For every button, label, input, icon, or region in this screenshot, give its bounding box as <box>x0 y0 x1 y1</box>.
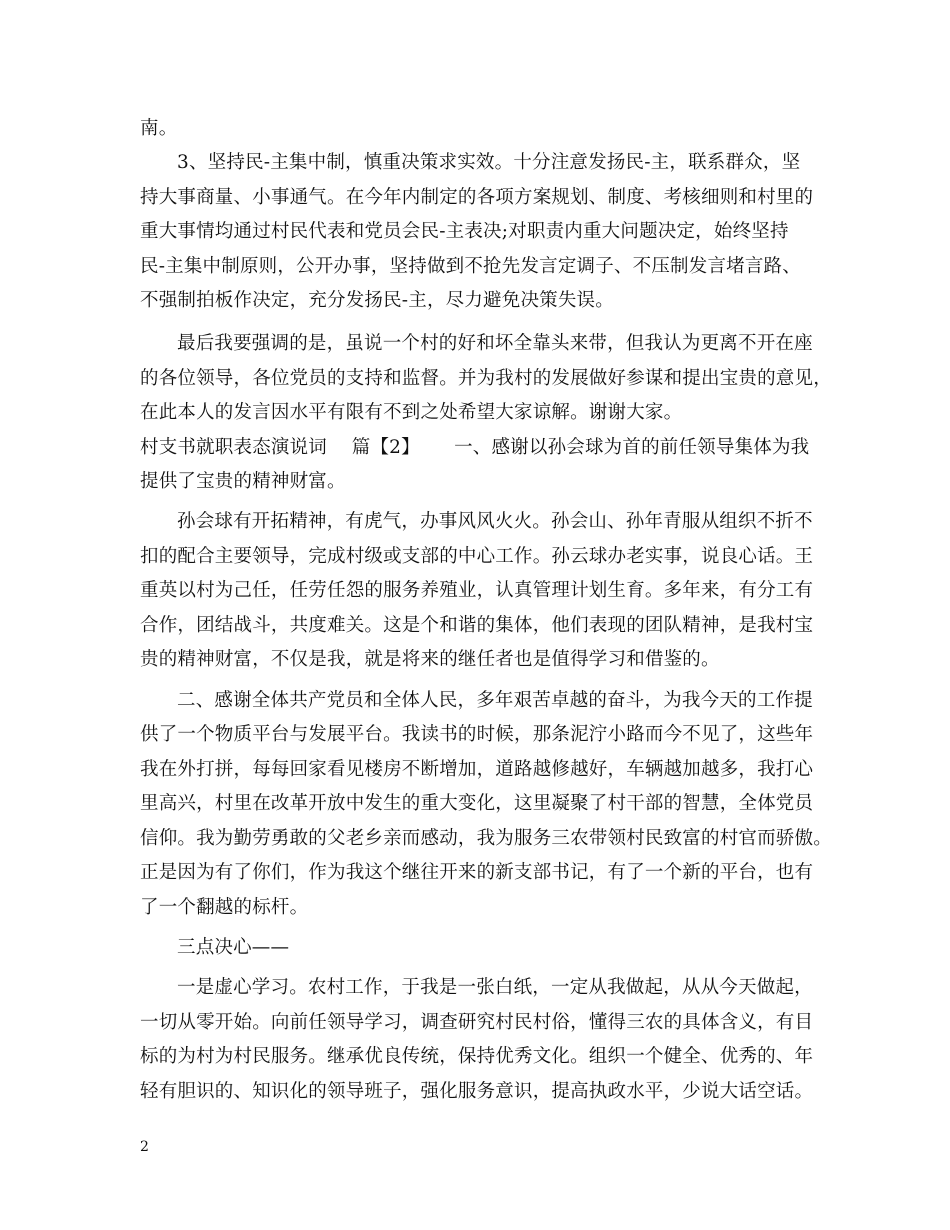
text-line: 南。 <box>140 118 178 139</box>
text-line: 持大事商量、小事通气。在今年内制定的各项方案规划、制度、考核细则和村里的 <box>140 187 814 208</box>
text-line: 信仰。我为勤劳勇敢的父老乡亲而感动，我为服务三农带领村民致富的村官而骄傲。 <box>140 828 832 849</box>
text-line: 提供了宝贵的精神财富。 <box>140 471 346 492</box>
text-line: 不强制拍板作决定，充分发扬民-主，尽力避免决策失误。 <box>140 290 614 311</box>
text-line: 里高兴，村里在改革开放中发生的重大变化，这里凝聚了村干部的智慧，全体党员 <box>140 793 814 814</box>
text-line: 民-主集中制原则，公开办事，坚持做到不抢先发言定调子、不压制发言堵言路、 <box>140 256 801 277</box>
text-line: 重大事情均通过村民代表和党员会民-主表决;对职责内重大问题决定，始终坚持 <box>140 221 789 242</box>
text-line: 供了一个物质平台与发展平台。我读书的时候，那条泥泞小路而今不见了，这些年 <box>140 724 814 745</box>
text-line: 标的为村为村民服务。继承优良传统，保持优秀文化。组织一个健全、优秀的、年 <box>140 1046 814 1067</box>
text-line: 轻有胆识的、知识化的领导班子，强化服务意识，提高执政水平，少说大话空话。 <box>140 1081 814 1102</box>
text-line: 重英以村为己任，任劳任怨的服务养殖业，认真管理计划生育。多年来，有分工有 <box>140 580 814 601</box>
text-line: 孙会球有开拓精神，有虎气，办事风风火火。孙会山、孙年青服从组织不折不 <box>177 511 813 532</box>
text-line: 贵的精神财富，不仅是我，就是将来的继任者也是值得学习和借鉴的。 <box>140 649 720 670</box>
text-line: 一是虚心学习。农村工作，于我是一张白纸，一定从我做起，从从今天做起， <box>177 977 813 998</box>
text-line: 了一个翻越的标杆。 <box>140 897 309 918</box>
text-line: 3、坚持民-主集中制，慎重决策求实效。十分注意发扬民-主，联系群众，坚 <box>177 152 801 173</box>
text-line: 扣的配合主要领导，完成村级或支部的中心工作。孙云球办老实事，说良心话。王 <box>140 546 814 567</box>
section-heading-line: 村支书就职表态演说词 篇【2】 一、感谢以孙会球为首的前任领导集体为我 <box>140 437 810 458</box>
text-line: 一切从零开始。向前任领导学习，调查研究村民村俗，懂得三农的具体含义，有目 <box>140 1012 814 1033</box>
text-line: 在此本人的发言因水平有限有不到之处希望大家谅解。谢谢大家。 <box>140 402 683 423</box>
text-line: 三点决心—— <box>177 937 290 958</box>
text-line: 合作，团结战斗，共度难关。这是个和谐的集体，他们表现的团队精神，是我村宝 <box>140 615 814 636</box>
text-line: 的各位领导，各位党员的支持和监督。并为我村的发展做好参谋和提出宝贵的意见， <box>140 368 832 389</box>
text-line: 最后我要强调的是，虽说一个村的好和坏全靠头来带，但我认为更离不开在座 <box>177 333 813 354</box>
text-line: 我在外打拼，每每回家看见楼房不断增加，道路越修越好，车辆越加越多，我打心 <box>140 759 814 780</box>
text-line: 正是因为有了你们，作为我这个继往开来的新支部书记，有了一个新的平台，也有 <box>140 862 814 883</box>
page-number: 2 <box>140 1139 149 1155</box>
text-line: 二、感谢全体共产党员和全体人民，多年艰苦卓越的奋斗，为我今天的工作提 <box>177 690 813 711</box>
